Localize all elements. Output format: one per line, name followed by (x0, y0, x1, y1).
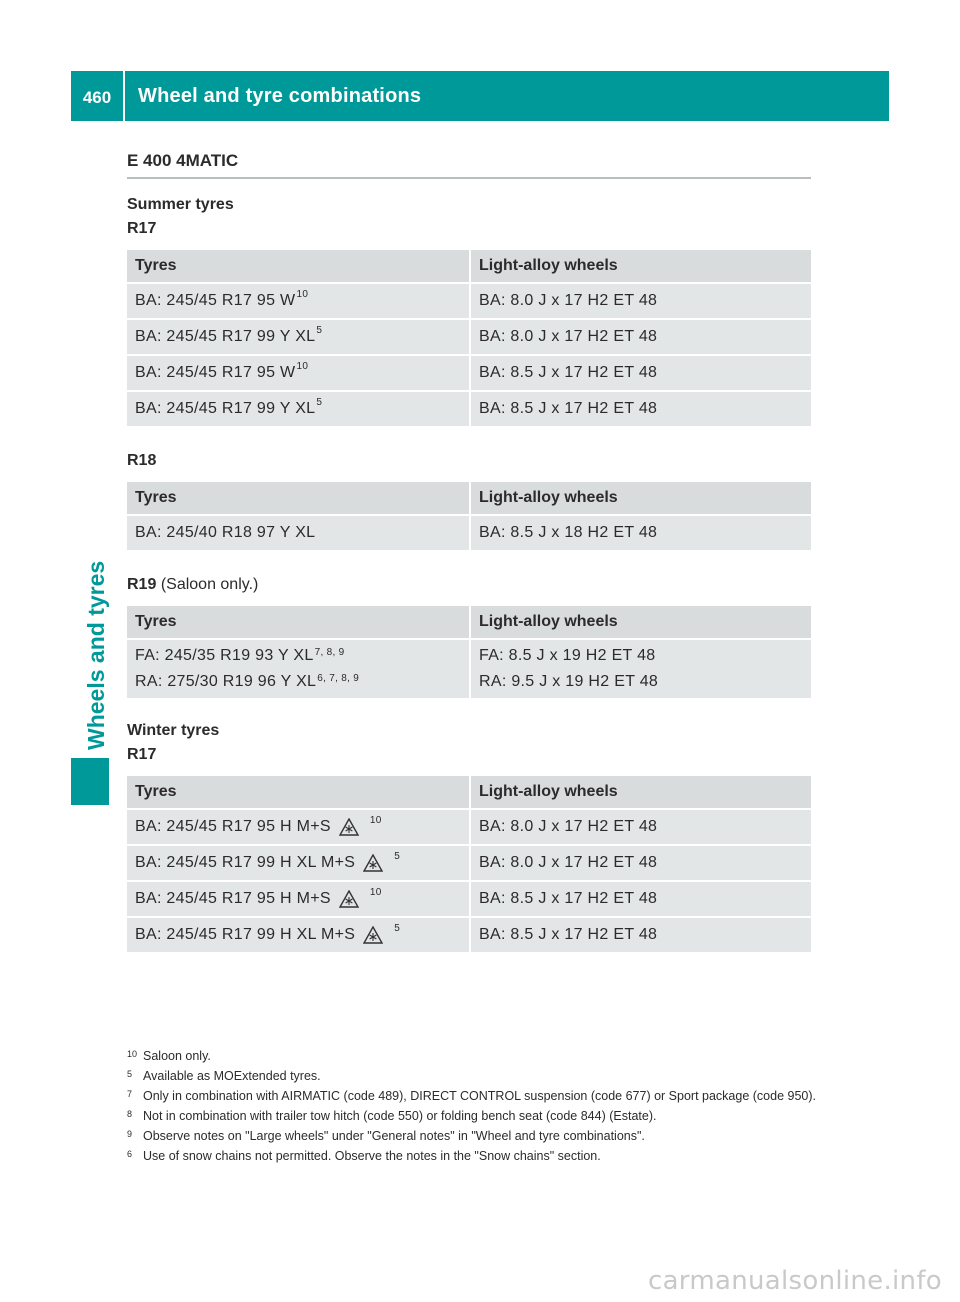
footnote-ref: 7, 8, 9 (314, 647, 345, 658)
tyre-line-front (135, 643, 461, 669)
footnote-text: Only in combination with AIRMATIC (code 489), DIRECT CONTROL suspension (code 677) or Sport package (code 950). (143, 1089, 816, 1103)
tyre-cell (127, 918, 471, 954)
tyre-cell (127, 846, 471, 882)
col-wheels-header: Light-alloy wheels (471, 250, 811, 284)
footnote-ref: 5 (394, 922, 401, 934)
summer-r18-heading: R18 (127, 452, 157, 469)
page-title: Wheel and tyre combinations (138, 84, 422, 107)
table-row (127, 284, 811, 320)
tyre-cell (127, 392, 471, 428)
snowflake-mountain-icon (363, 854, 383, 872)
tyre-spec: BA: 245/45 R17 95 H M+S (135, 890, 331, 908)
footnote-text: Observe notes on "Large wheels" under "General notes" in "Wheel and tyre combinations". (143, 1129, 645, 1143)
summer-r19-heading (127, 573, 811, 597)
table-header-row (127, 482, 811, 516)
footnote-text: Available as MOExtended tyres. (143, 1069, 321, 1083)
watermark: carmanualsonline.info (647, 1266, 942, 1296)
col-tyres-header: Tyres (127, 606, 471, 640)
size-note: (Saloon only.) (160, 576, 259, 593)
tyre-spec: FA: 245/35 R19 93 Y XL (135, 647, 314, 664)
page-header (71, 71, 889, 121)
tyre-spec: RA: 275/30 R19 96 Y XL (135, 673, 317, 690)
snowflake-mountain-icon (339, 890, 359, 908)
wheel-cell: BA: 8.5 J x 18 H2 ET 48 (471, 516, 811, 552)
table-row (127, 846, 811, 882)
footnote-ref: 10 (296, 361, 309, 372)
footnote-text: Use of snow chains not permitted. Observe the notes in the "Snow chains" section. (143, 1149, 601, 1163)
table-row (127, 882, 811, 918)
table-header-row (127, 606, 811, 640)
tyre-line-rear (135, 669, 461, 695)
wheel-cell: BA: 8.0 J x 17 H2 ET 48 (471, 320, 811, 356)
footnote-number: 5 (127, 1069, 133, 1079)
col-tyres-header: Tyres (127, 250, 471, 284)
footnote-ref: 10 (296, 289, 309, 300)
footnote-number: 9 (127, 1129, 133, 1139)
footnote (127, 1088, 817, 1104)
footnote-text: Saloon only. (143, 1049, 211, 1063)
wheel-cell: BA: 8.5 J x 17 H2 ET 48 (471, 392, 811, 428)
summer-r17-table (127, 250, 811, 428)
footnote-ref: 5 (316, 325, 323, 336)
summer-r18-table (127, 482, 811, 552)
summer-r19-table (127, 606, 811, 700)
winter-r17-table (127, 776, 811, 954)
tyre-cell (127, 810, 471, 846)
footnote-number: 10 (127, 1049, 138, 1059)
footnote-ref: 5 (316, 397, 323, 408)
summer-r17-heading: R17 (127, 220, 157, 237)
footnote (127, 1128, 817, 1144)
tyre-spec: BA: 245/45 R17 99 H XL M+S (135, 854, 356, 872)
col-tyres-header: Tyres (127, 776, 471, 810)
col-wheels-header: Light-alloy wheels (471, 482, 811, 516)
footnotes (127, 1048, 817, 1168)
tyre-spec: BA: 245/45 R17 95 H M+S (135, 818, 331, 836)
side-tab-marker (71, 758, 109, 805)
winter-r17-heading: R17 (127, 746, 157, 763)
table-row (127, 918, 811, 954)
winter-tyres-heading: Winter tyres (127, 722, 220, 739)
snowflake-mountain-icon (363, 926, 383, 944)
footnote (127, 1108, 817, 1124)
footnote-ref: 10 (369, 886, 382, 898)
tyre-cell (127, 640, 471, 700)
tyre-spec: BA: 245/45 R17 95 W (135, 292, 296, 309)
tyre-cell: BA: 245/40 R18 97 Y XL (127, 516, 471, 552)
tyre-cell (127, 284, 471, 320)
tyre-cell (127, 356, 471, 392)
footnote-number: 7 (127, 1089, 133, 1099)
col-tyres-header: Tyres (127, 482, 471, 516)
wheel-cell (471, 640, 811, 700)
summer-tyres-heading: Summer tyres (127, 196, 234, 213)
footnote (127, 1048, 817, 1064)
footnote (127, 1148, 817, 1164)
table-header-row (127, 776, 811, 810)
wheel-cell: BA: 8.5 J x 17 H2 ET 48 (471, 918, 811, 954)
model-heading: E 400 4MATIC (127, 151, 811, 179)
tyre-spec: BA: 245/45 R17 99 Y XL (135, 400, 316, 417)
footnote-ref: 5 (394, 850, 401, 862)
footnote-ref: 6, 7, 8, 9 (317, 673, 360, 684)
table-row (127, 810, 811, 846)
snowflake-mountain-icon (339, 818, 359, 836)
footnote-number: 6 (127, 1149, 133, 1159)
wheel-cell: BA: 8.0 J x 17 H2 ET 48 (471, 846, 811, 882)
wheel-cell: BA: 8.5 J x 17 H2 ET 48 (471, 882, 811, 918)
footnote-ref: 10 (369, 814, 382, 826)
tyre-cell (127, 320, 471, 356)
table-row (127, 516, 811, 552)
tyre-cell (127, 882, 471, 918)
tyre-spec: BA: 245/45 R17 95 W (135, 364, 296, 381)
table-row (127, 392, 811, 428)
table-row (127, 640, 811, 700)
col-wheels-header: Light-alloy wheels (471, 606, 811, 640)
footnote-number: 8 (127, 1109, 133, 1119)
wheel-line-front: FA: 8.5 J x 19 H2 ET 48 (479, 647, 656, 664)
footnote (127, 1068, 817, 1084)
table-row (127, 356, 811, 392)
table-header-row (127, 250, 811, 284)
footnote-text: Not in combination with trailer tow hitch (code 550) or folding bench seat (code 844) (Estate). (143, 1109, 657, 1123)
side-section-label: Wheels and tyres (83, 560, 109, 750)
wheel-cell: BA: 8.5 J x 17 H2 ET 48 (471, 356, 811, 392)
size-label: R19 (127, 576, 157, 593)
tyre-spec: BA: 245/45 R17 99 Y XL (135, 328, 316, 345)
page-number: 460 (71, 71, 125, 121)
wheel-line-rear: RA: 9.5 J x 19 H2 ET 48 (479, 673, 659, 690)
main-content (127, 151, 811, 975)
wheel-cell: BA: 8.0 J x 17 H2 ET 48 (471, 284, 811, 320)
table-row (127, 320, 811, 356)
wheel-cell: BA: 8.0 J x 17 H2 ET 48 (471, 810, 811, 846)
tyre-spec: BA: 245/45 R17 99 H XL M+S (135, 926, 356, 944)
col-wheels-header: Light-alloy wheels (471, 776, 811, 810)
